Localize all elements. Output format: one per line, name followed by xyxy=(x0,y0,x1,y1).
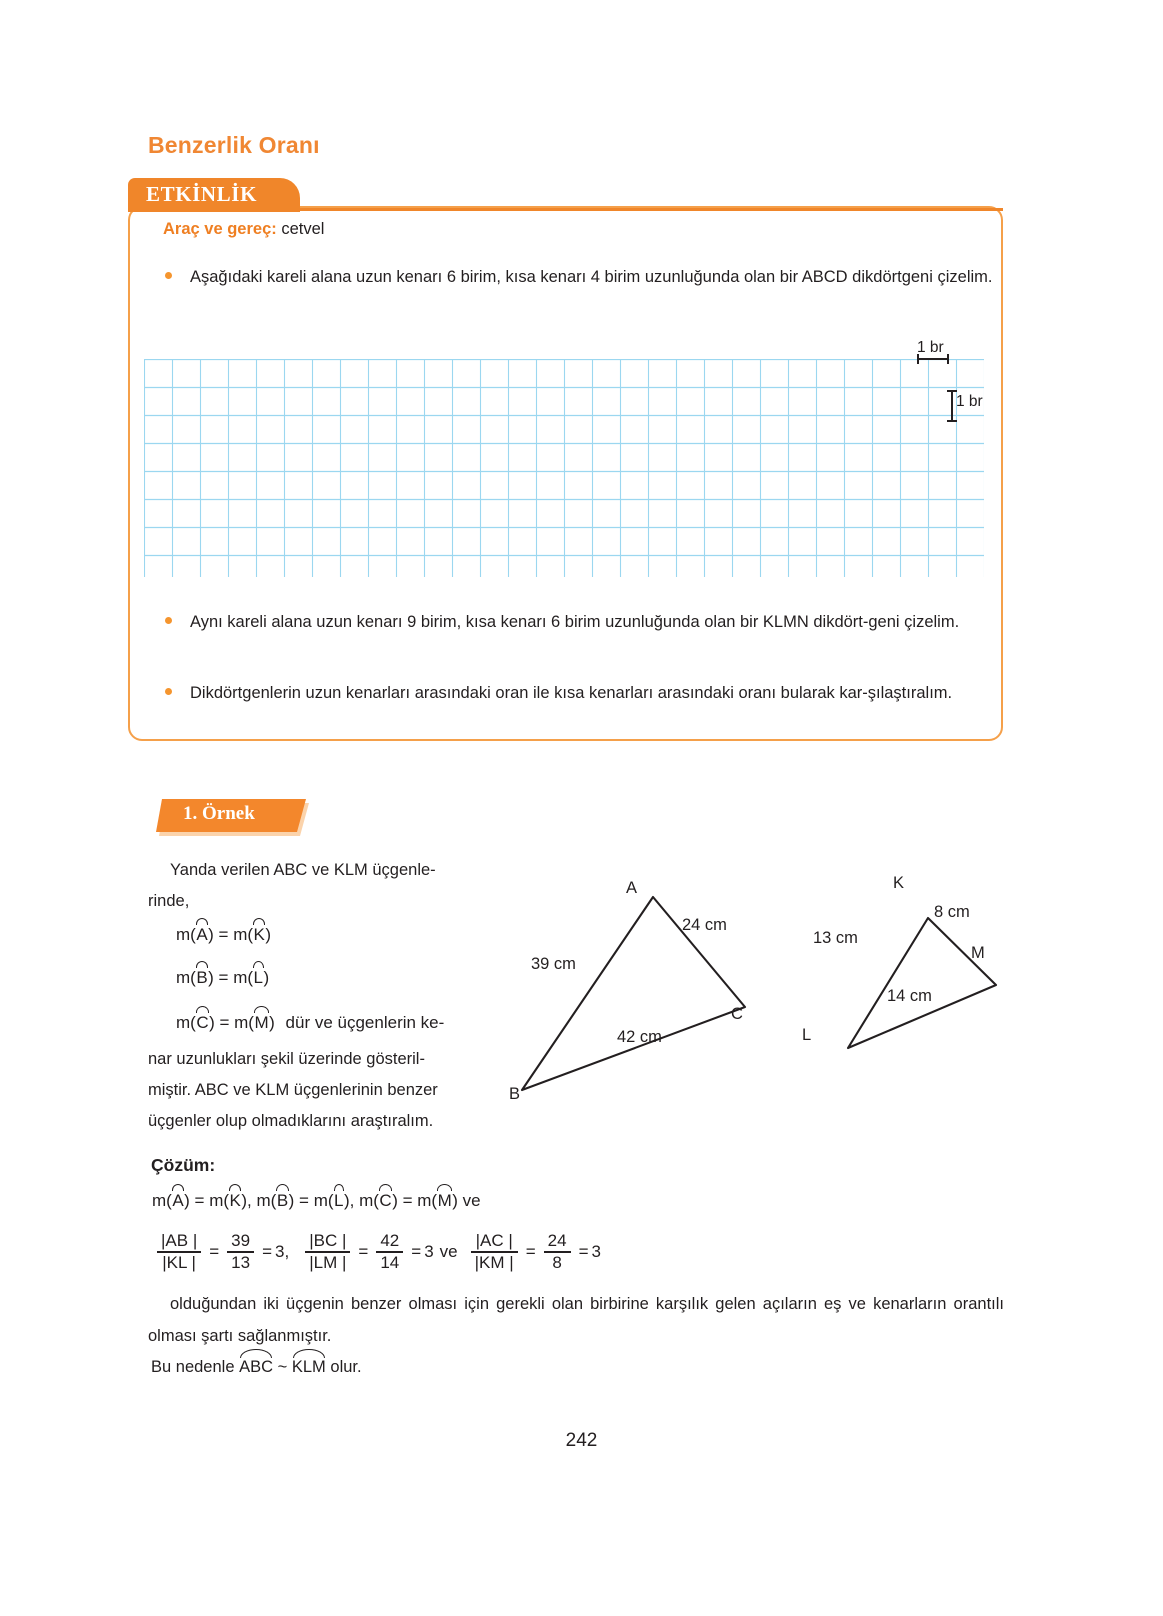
sol-m3: m( xyxy=(359,1191,379,1210)
eq1-close: ) xyxy=(265,925,272,944)
graph-paper-svg xyxy=(144,359,984,577)
example-body-line-1: dür ve üçgenlerin ke- xyxy=(285,1013,445,1032)
sol-m1: m( xyxy=(152,1191,172,1210)
sol-eq2: ) = m( xyxy=(288,1191,334,1210)
example-body-line-3: miştir. ABC ve KLM üçgenlerinin benzer xyxy=(148,1081,438,1099)
final-prefix: Bu nedenle xyxy=(151,1358,235,1376)
sol-close1: ), xyxy=(241,1191,257,1210)
angle-M: M xyxy=(254,1013,269,1032)
ratio-3-den: |KM | xyxy=(474,1252,514,1272)
example-intro-line-1: Yanda verilen ABC ve KLM üçgenle- xyxy=(170,861,436,879)
final-suffix: olur. xyxy=(330,1358,362,1376)
angle-B: B xyxy=(196,968,208,987)
page-number: 242 xyxy=(565,1430,598,1451)
eq2-mid: ) = m( xyxy=(208,968,254,987)
eq2-m-open: m( xyxy=(176,968,196,987)
ratio-2-fnum: 42 xyxy=(380,1231,400,1250)
tools-value: cetvel xyxy=(281,220,325,238)
side-label-km: 8 cm xyxy=(934,903,970,921)
sol-eq3: ) = m( xyxy=(392,1191,438,1210)
similar-symbol: ~ xyxy=(277,1358,288,1376)
ratio-3-result: 3 xyxy=(591,1242,601,1262)
sol-angle-A: A xyxy=(172,1191,184,1210)
sol-close2: ), xyxy=(343,1191,360,1210)
side-label-ac: 24 cm xyxy=(682,916,727,934)
angle-C: C xyxy=(196,1013,209,1032)
vertex-label-C: C xyxy=(731,1005,743,1023)
ratio-3-fden: 8 xyxy=(552,1252,562,1272)
activity-tab-label: ETKİNLİK xyxy=(146,182,257,206)
ratio-1-trailing: , xyxy=(284,1242,290,1262)
side-label-bc: 42 cm xyxy=(617,1028,662,1046)
side-label-ab: 39 cm xyxy=(531,955,576,973)
sol-angle-M: M xyxy=(437,1191,452,1210)
ratio-2-eq2: = xyxy=(411,1242,422,1262)
example-equation-3 xyxy=(176,1013,444,1033)
vertex-label-L: L xyxy=(802,1026,812,1044)
ratio-1-result: 3 xyxy=(275,1242,285,1262)
solution-angles-line xyxy=(152,1191,481,1211)
ratio-2-result: 3 xyxy=(424,1242,434,1262)
eq1-m-open: m( xyxy=(176,925,196,944)
ratio-3-value-fraction xyxy=(544,1232,571,1272)
activity-bullet-3: Dikdörtgenlerin uzun kenarları arasındaki oran ile kısa kenarları arasındaki oranı bularak kar-şılaştıralım. xyxy=(190,684,953,702)
ratio-2-eq: = xyxy=(358,1242,369,1262)
ratio-2-fraction xyxy=(305,1232,350,1272)
final-statement xyxy=(151,1358,362,1377)
example-body-line-4: üçgenler olup olmadıklarını araştıralım. xyxy=(148,1112,434,1130)
example-equation-2 xyxy=(176,968,269,988)
eq3-close: ) xyxy=(269,1013,275,1032)
eq1-mid: ) = m( xyxy=(208,925,254,944)
tools-label: Araç ve gereç: xyxy=(163,220,277,238)
ratio-3-eq2: = xyxy=(578,1242,589,1262)
angle-A: A xyxy=(196,925,208,944)
ratio-2-fden: 14 xyxy=(380,1252,400,1272)
horizontal-unit-label: 1 br xyxy=(917,339,944,356)
ratio-1-fden: 13 xyxy=(231,1252,251,1272)
eq3-m-open: m( xyxy=(176,1013,196,1032)
activity-bullet-2: Aynı kareli alana uzun kenarı 9 birim, kısa kenarı 6 birim uzunluğunda olan bir KLMN dikdört-geni çizelim. xyxy=(190,613,960,631)
triangle-klm xyxy=(848,918,996,1048)
ratio-2-trailing: ve xyxy=(439,1242,458,1262)
ratio-1-value-fraction xyxy=(227,1232,254,1272)
ratio-1-eq2: = xyxy=(262,1242,273,1262)
tools-line xyxy=(163,220,324,239)
ratio-1-fraction xyxy=(157,1232,201,1272)
sol-angle-K: K xyxy=(229,1191,241,1210)
sol-eq1: ) = m( xyxy=(184,1191,230,1210)
ratio-1-eq: = xyxy=(209,1242,220,1262)
sol-angle-B: B xyxy=(276,1191,289,1210)
side-label-kl: 13 cm xyxy=(813,929,858,947)
final-triangle-abc: ABC xyxy=(239,1358,274,1376)
ratio-2-value-fraction xyxy=(376,1232,403,1272)
vertex-label-A: A xyxy=(626,879,638,897)
sol-m2: m( xyxy=(256,1191,277,1210)
solution-heading: Çözüm: xyxy=(151,1155,216,1175)
eq2-close: ) xyxy=(263,968,270,987)
page-title: Benzerlik Oranı xyxy=(148,132,320,158)
ratio-2-num: |BC | xyxy=(309,1231,347,1250)
ratio-3-eq: = xyxy=(525,1242,536,1262)
side-label-lm: 14 cm xyxy=(887,987,932,1005)
ratio-3-num: |AC | xyxy=(475,1231,513,1250)
angle-K: K xyxy=(253,925,265,944)
ratio-2-den: |LM | xyxy=(309,1252,347,1272)
vertex-label-B: B xyxy=(509,1085,521,1103)
ratio-1-num: |AB | xyxy=(161,1231,198,1250)
sol-close3: ) ve xyxy=(452,1191,481,1210)
activity-bullet-1: Aşağıdaki kareli alana uzun kenarı 6 birim, kısa kenarı 4 birim uzunluğunda olan bir ABCD dikdörtgeni çizelim. xyxy=(190,268,993,286)
eq3-mid: ) = m( xyxy=(209,1013,254,1032)
ratio-1-fnum: 39 xyxy=(231,1231,251,1250)
example-intro-line-2: rinde, xyxy=(148,892,190,910)
final-triangle-klm: KLM xyxy=(291,1358,326,1376)
ratio-equations xyxy=(152,1232,601,1272)
ratio-1-den: |KL | xyxy=(162,1252,196,1272)
vertex-label-K: K xyxy=(893,874,905,892)
graph-paper xyxy=(144,359,984,577)
ratio-3-fnum: 24 xyxy=(547,1231,567,1250)
sol-angle-C: C xyxy=(379,1191,392,1210)
example-body-line-2: nar uzunlukları şekil üzerinde gösteril- xyxy=(148,1050,425,1068)
example-equation-1 xyxy=(176,925,271,945)
ratio-3-fraction xyxy=(471,1232,518,1272)
ornek-badge-label: 1. Örnek xyxy=(183,803,255,824)
vertical-unit-label: 1 br xyxy=(956,393,983,410)
sol-angle-L: L xyxy=(334,1191,344,1210)
conclusion-paragraph: olduğundan iki üçgenin benzer olması için gerekli olan birbirine karşılık gelen açıların eş ve kenarların orantılı olması şartı sağlanmıştır. xyxy=(148,1295,1004,1345)
vertex-label-M: M xyxy=(971,944,985,962)
angle-L: L xyxy=(253,968,263,987)
